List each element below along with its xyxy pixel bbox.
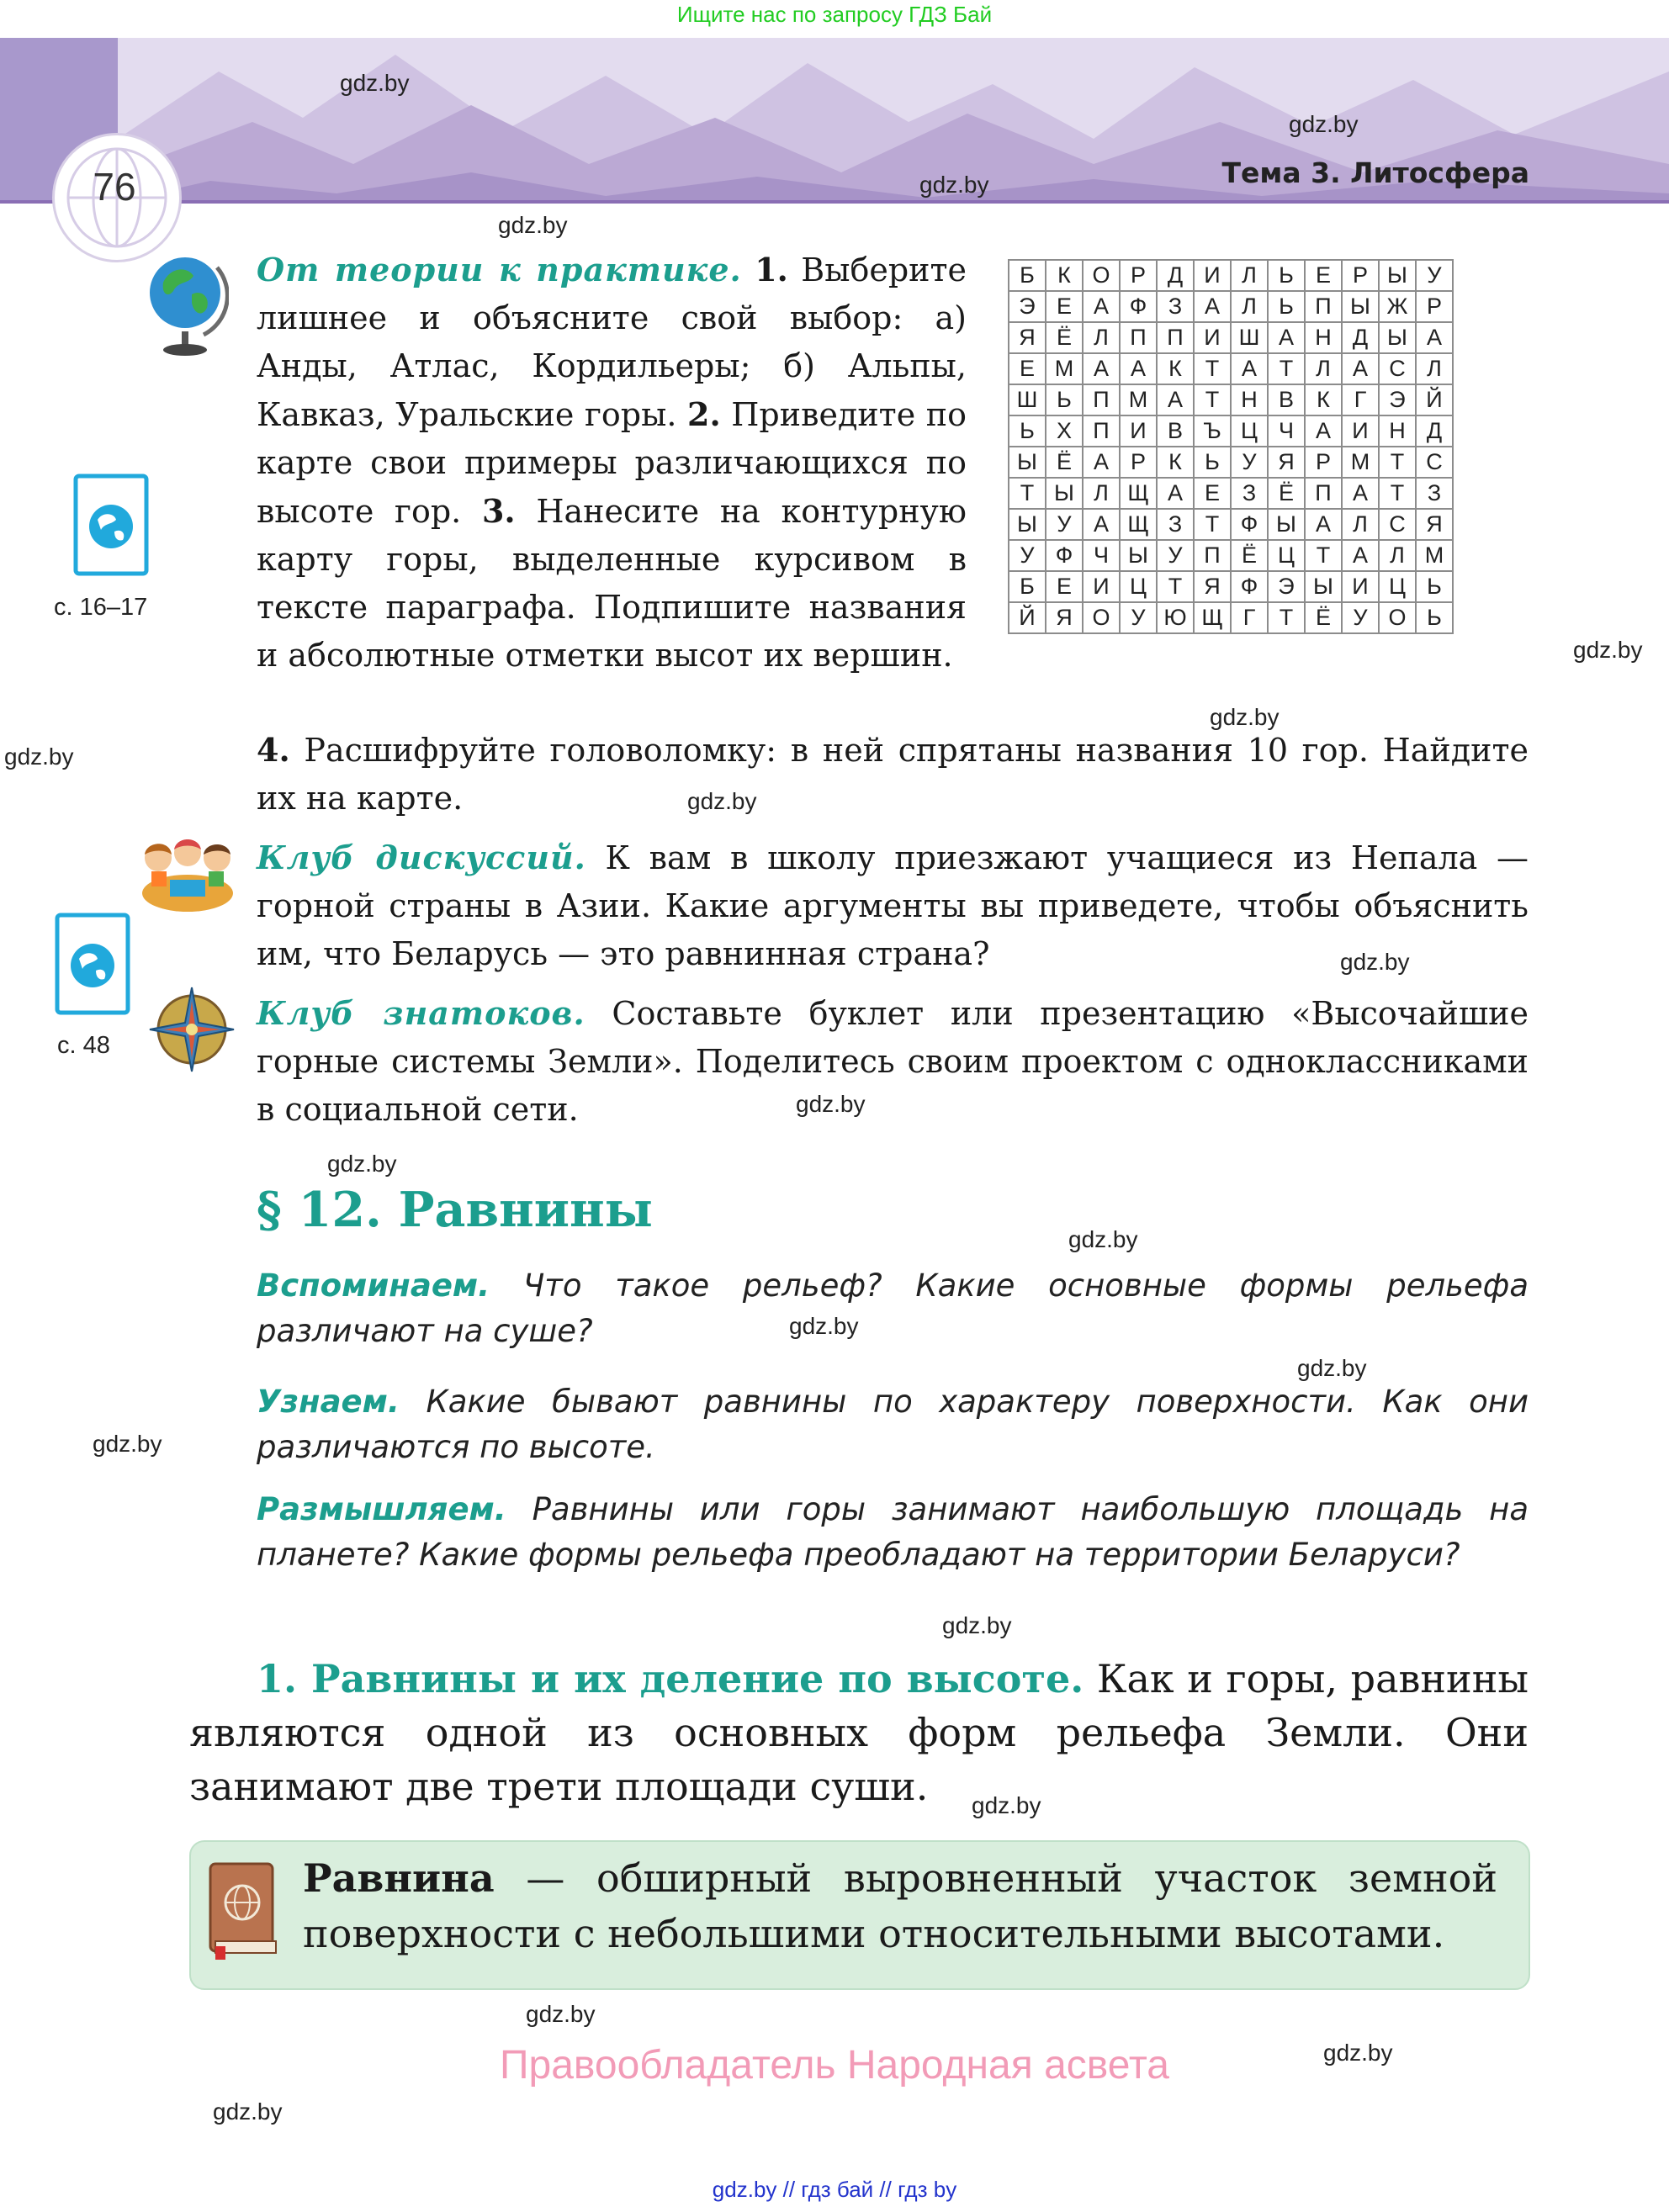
- puzzle-cell: К: [1157, 353, 1194, 384]
- puzzle-cell: Л: [1231, 291, 1268, 322]
- puzzle-cell: Н: [1231, 384, 1268, 415]
- puzzle-cell: Ы: [1120, 540, 1157, 571]
- puzzle-cell: Л: [1416, 353, 1453, 384]
- practice-task-top: От теории к практике. 1. Выберите лишнее и объясните свой выбор: а) Анды, Атлас, Кордильеры; б) Альпы, Кавказ, Уральские горы. 2. Приведите по карте свои примеры различающихся по высоте гор. 3. Нанесите на контурную карту горы, выделенные курсивом в тексте параграфа. Подпишите названия и абсолютные отметки высот их вершин.: [257, 251, 967, 674]
- puzzle-cell: Н: [1379, 415, 1416, 447]
- puzzle-cell: П: [1083, 384, 1120, 415]
- puzzle-cell: Е: [1194, 478, 1231, 509]
- puzzle-cell: Ь: [1194, 447, 1231, 478]
- puzzle-cell: А: [1120, 353, 1157, 384]
- puzzle-cell: А: [1342, 540, 1379, 571]
- puzzle-cell: Ё: [1268, 478, 1305, 509]
- puzzle-cell: Щ: [1120, 478, 1157, 509]
- atlas-book-icon: [54, 912, 131, 1020]
- puzzle-cell: Я: [1194, 571, 1231, 602]
- search-banner[interactable]: Ищите нас по запросу ГДЗ Бай: [676, 2, 993, 27]
- watermark: gdz.by: [498, 212, 568, 238]
- section-1-body: Как и горы, равнины являются одной из основных форм рельефа Земли. Они занимают две трети площади суши.: [189, 1656, 1529, 1809]
- puzzle-cell: Ё: [1046, 322, 1083, 353]
- experts-text: Составьте буклет или презентацию «Высочайшие горные системы Земли». Поделитесь своим проектом с одноклассниками в социальной сети.: [257, 995, 1529, 1128]
- puzzle-cell: Ь: [1416, 571, 1453, 602]
- atlas-reference-1: с. 16–17: [54, 594, 148, 621]
- puzzle-cell: Л: [1083, 322, 1120, 353]
- puzzle-cell: З: [1231, 478, 1268, 509]
- practice-task-text: Расшифруйте головоломку: в ней спрятаны названия 10 гор. Найдите их на карте.: [257, 732, 1529, 817]
- puzzle-cell: И: [1194, 322, 1231, 353]
- puzzle-cell: Ё: [1305, 602, 1342, 633]
- puzzle-cell: И: [1194, 260, 1231, 291]
- puzzle-row: [1009, 571, 1453, 602]
- puzzle-cell: С: [1379, 353, 1416, 384]
- watermark: gdz.by: [93, 1431, 162, 1457]
- puzzle-cell: Н: [1305, 322, 1342, 353]
- puzzle-cell: У: [1416, 260, 1453, 291]
- puzzle-cell: Ш: [1231, 322, 1268, 353]
- puzzle-cell: П: [1083, 415, 1120, 447]
- puzzle-cell: А: [1342, 478, 1379, 509]
- puzzle-cell: М: [1342, 447, 1379, 478]
- learn-label: Узнаем.: [257, 1384, 400, 1420]
- puzzle-cell: Р: [1416, 291, 1453, 322]
- puzzle-cell: Ю: [1157, 602, 1194, 633]
- atlas-book-icon: [72, 473, 150, 581]
- puzzle-cell: Ч: [1083, 540, 1120, 571]
- puzzle-cell: У: [1342, 602, 1379, 633]
- puzzle-cell: З: [1157, 509, 1194, 540]
- practice-task-text: Выберите лишнее и объясните свой выбор: а) Анды, Атлас, Кордильеры; б) Альпы, Кавказ, Уральские горы.: [257, 251, 967, 433]
- watermark: gdz.by: [919, 172, 989, 198]
- puzzle-cell: А: [1305, 509, 1342, 540]
- practice-task-text: Нанесите на контурную карту горы, выделенные курсивом в тексте параграфа. Подпишите названия и абсолютные отметки высот их вершин.: [257, 493, 967, 674]
- puzzle-cell: О: [1379, 602, 1416, 633]
- section-1-heading: 1. Равнины и их деление по высоте.: [257, 1656, 1084, 1701]
- puzzle-cell: И: [1342, 415, 1379, 447]
- practice-task-text: Приведите по карте свои примеры различающихся по высоте гор.: [257, 396, 967, 530]
- puzzle-cell: В: [1268, 384, 1305, 415]
- puzzle-cell: М: [1416, 540, 1453, 571]
- puzzle-cell: Л: [1305, 353, 1342, 384]
- puzzle-cell: Я: [1268, 447, 1305, 478]
- puzzle-cell: Ш: [1009, 384, 1046, 415]
- think-block: [257, 1487, 1529, 1578]
- watermark: gdz.by: [4, 744, 74, 770]
- puzzle-cell: Ё: [1231, 540, 1268, 571]
- watermark: gdz.by: [796, 1091, 866, 1117]
- puzzle-cell: А: [1268, 322, 1305, 353]
- puzzle-cell: О: [1083, 260, 1120, 291]
- puzzle-row: [1009, 602, 1453, 633]
- puzzle-row: [1009, 322, 1453, 353]
- puzzle-row: [1009, 540, 1453, 571]
- puzzle-cell: А: [1305, 415, 1342, 447]
- watermark: gdz.by: [1340, 949, 1410, 975]
- watermark: gdz.by: [972, 1792, 1041, 1818]
- puzzle-cell: Ы: [1046, 478, 1083, 509]
- watermark: gdz.by: [340, 70, 410, 96]
- practice-task-bottom: 4. Расшифруйте головоломку: в ней спрятаны названия 10 гор. Найдите их на карте.: [257, 731, 1529, 817]
- puzzle-cell: И: [1342, 571, 1379, 602]
- puzzle-cell: Т: [1379, 447, 1416, 478]
- puzzle-cell: Ь: [1046, 384, 1083, 415]
- puzzle-cell: Э: [1379, 384, 1416, 415]
- watermark: gdz.by: [1068, 1226, 1138, 1252]
- puzzle-cell: Й: [1416, 384, 1453, 415]
- puzzle-cell: О: [1083, 602, 1120, 633]
- remember-text: Что такое рельеф? Какие основные формы рельефа различают на суше?: [257, 1267, 1529, 1349]
- globe-icon: [145, 251, 229, 363]
- puzzle-cell: К: [1305, 384, 1342, 415]
- puzzle-cell: А: [1416, 322, 1453, 353]
- puzzle-cell: Ы: [1009, 509, 1046, 540]
- puzzle-cell: Т: [1268, 353, 1305, 384]
- puzzle-cell: Л: [1379, 540, 1416, 571]
- puzzle-row: [1009, 260, 1453, 291]
- puzzle-cell: Т: [1194, 384, 1231, 415]
- puzzle-cell: Х: [1046, 415, 1083, 447]
- puzzle-cell: Л: [1231, 260, 1268, 291]
- paragraph-title: § 12. Равнины: [257, 1182, 653, 1238]
- puzzle-cell: Б: [1009, 571, 1046, 602]
- definition-term: Равнина: [303, 1855, 495, 1901]
- puzzle-cell: Р: [1342, 260, 1379, 291]
- think-label: Размышляем.: [257, 1491, 506, 1527]
- puzzle-cell: И: [1120, 415, 1157, 447]
- puzzle-cell: Ъ: [1194, 415, 1231, 447]
- puzzle-cell: Щ: [1194, 602, 1231, 633]
- puzzle-cell: А: [1157, 478, 1194, 509]
- watermark: gdz.by: [687, 788, 757, 814]
- puzzle-cell: С: [1379, 509, 1416, 540]
- puzzle-cell: П: [1305, 478, 1342, 509]
- discussion-heading: Клуб дискуссий.: [257, 839, 586, 876]
- definition-text: [303, 1850, 1497, 1961]
- puzzle-cell: И: [1083, 571, 1120, 602]
- puzzle-cell: Ц: [1268, 540, 1305, 571]
- learn-text: Какие бывают равнины по характеру поверхности. Как они различаются по высоте.: [257, 1384, 1529, 1465]
- puzzle-cell: Ч: [1268, 415, 1305, 447]
- section-1-text: [189, 1652, 1529, 1813]
- discussion-text: К вам в школу приезжают учащиеся из Непала — горной страны в Азии. Какие аргументы вы приведете, чтобы объяснить им, что Беларусь — это равнинная страна?: [257, 839, 1529, 972]
- puzzle-cell: Ф: [1120, 291, 1157, 322]
- puzzle-cell: С: [1416, 447, 1453, 478]
- think-text: Равнины или горы занимают наибольшую площадь на планете? Какие формы рельефа преобладают на территории Беларуси?: [257, 1491, 1529, 1573]
- puzzle-cell: Ы: [1379, 322, 1416, 353]
- puzzle-cell: Р: [1120, 447, 1157, 478]
- puzzle-cell: У: [1046, 509, 1083, 540]
- puzzle-cell: Д: [1416, 415, 1453, 447]
- puzzle-cell: Щ: [1120, 509, 1157, 540]
- children-reading-icon: [140, 833, 236, 920]
- puzzle-cell: Ж: [1379, 291, 1416, 322]
- puzzle-cell: Д: [1157, 260, 1194, 291]
- remember-block: [257, 1263, 1529, 1354]
- copyright-owner: Правообладатель Народная асвета: [500, 2043, 1169, 2088]
- experts-heading: Клуб знатоков.: [257, 994, 585, 1032]
- puzzle-cell: Ё: [1046, 447, 1083, 478]
- puzzle-cell: Ф: [1046, 540, 1083, 571]
- puzzle-cell: П: [1305, 291, 1342, 322]
- watermark: gdz.by: [1323, 2040, 1393, 2066]
- experts-club-block: [257, 989, 1529, 1134]
- page-number: 76: [93, 165, 136, 209]
- watermark: gdz.by: [1573, 637, 1643, 663]
- watermark: gdz.by: [789, 1313, 859, 1339]
- puzzle-cell: Е: [1046, 571, 1083, 602]
- puzzle-cell: Й: [1009, 602, 1046, 633]
- puzzle-cell: Б: [1009, 260, 1046, 291]
- puzzle-row: [1009, 291, 1453, 322]
- puzzle-cell: Я: [1009, 322, 1046, 353]
- puzzle-cell: Г: [1231, 602, 1268, 633]
- puzzle-cell: Э: [1009, 291, 1046, 322]
- puzzle-cell: Е: [1046, 291, 1083, 322]
- puzzle-cell: Е: [1305, 260, 1342, 291]
- puzzle-row: [1009, 509, 1453, 540]
- puzzle-cell: Т: [1157, 571, 1194, 602]
- puzzle-cell: К: [1157, 447, 1194, 478]
- watermark: gdz.by: [1297, 1355, 1367, 1381]
- footer-links[interactable]: gdz.by // гдз бай // гдз by: [712, 2177, 957, 2202]
- puzzle-cell: М: [1046, 353, 1083, 384]
- puzzle-cell: Ц: [1120, 571, 1157, 602]
- puzzle-cell: Ы: [1379, 260, 1416, 291]
- puzzle-cell: Ь: [1009, 415, 1046, 447]
- puzzle-row: [1009, 447, 1453, 478]
- puzzle-cell: Я: [1416, 509, 1453, 540]
- puzzle-cell: У: [1009, 540, 1046, 571]
- watermark: gdz.by: [1289, 111, 1359, 137]
- puzzle-cell: А: [1342, 353, 1379, 384]
- puzzle-cell: Л: [1083, 478, 1120, 509]
- puzzle-cell: Е: [1009, 353, 1046, 384]
- watermark: gdz.by: [942, 1612, 1012, 1638]
- puzzle-cell: Т: [1305, 540, 1342, 571]
- puzzle-cell: А: [1194, 291, 1231, 322]
- puzzle-cell: Я: [1046, 602, 1083, 633]
- learn-block: [257, 1379, 1529, 1470]
- puzzle-cell: П: [1120, 322, 1157, 353]
- topic-title: Тема 3. Литосфера: [1221, 156, 1529, 189]
- practice-heading: От теории к практике.: [257, 251, 742, 288]
- puzzle-cell: Э: [1268, 571, 1305, 602]
- puzzle-cell: Ь: [1416, 602, 1453, 633]
- watermark: gdz.by: [213, 2098, 283, 2125]
- puzzle-cell: Ы: [1342, 291, 1379, 322]
- puzzle-cell: З: [1416, 478, 1453, 509]
- puzzle-cell: Д: [1342, 322, 1379, 353]
- puzzle-cell: Г: [1342, 384, 1379, 415]
- remember-label: Вспоминаем.: [257, 1267, 490, 1304]
- puzzle-cell: Т: [1009, 478, 1046, 509]
- puzzle-cell: Ы: [1009, 447, 1046, 478]
- header-divider: [0, 200, 1669, 204]
- puzzle-cell: П: [1157, 322, 1194, 353]
- puzzle-cell: Р: [1305, 447, 1342, 478]
- puzzle-cell: З: [1157, 291, 1194, 322]
- puzzle-cell: Ц: [1231, 415, 1268, 447]
- puzzle-row: [1009, 478, 1453, 509]
- watermark: gdz.by: [327, 1151, 397, 1177]
- puzzle-cell: А: [1231, 353, 1268, 384]
- puzzle-row: [1009, 353, 1453, 384]
- compass-rose-icon: [148, 986, 236, 1077]
- discussion-club-block: [257, 833, 1529, 978]
- puzzle-cell: Ф: [1231, 509, 1268, 540]
- puzzle-cell: М: [1120, 384, 1157, 415]
- puzzle-cell: А: [1083, 353, 1120, 384]
- word-puzzle-grid: [1008, 259, 1454, 634]
- definition-body: — обширный выровненный участок земной поверхности с небольшими относительными высотами.: [303, 1855, 1497, 1956]
- puzzle-cell: Т: [1268, 602, 1305, 633]
- puzzle-cell: У: [1120, 602, 1157, 633]
- puzzle-cell: У: [1231, 447, 1268, 478]
- puzzle-cell: Р: [1120, 260, 1157, 291]
- puzzle-cell: Ь: [1268, 260, 1305, 291]
- puzzle-cell: П: [1194, 540, 1231, 571]
- puzzle-cell: У: [1157, 540, 1194, 571]
- puzzle-cell: А: [1083, 509, 1120, 540]
- puzzle-cell: Ц: [1379, 571, 1416, 602]
- book-globe-icon: [205, 1860, 281, 1965]
- puzzle-cell: Т: [1194, 509, 1231, 540]
- puzzle-row: [1009, 415, 1453, 447]
- puzzle-cell: Л: [1342, 509, 1379, 540]
- puzzle-cell: Т: [1194, 353, 1231, 384]
- puzzle-row: [1009, 384, 1453, 415]
- puzzle-cell: А: [1083, 447, 1120, 478]
- puzzle-cell: К: [1046, 260, 1083, 291]
- atlas-reference-2: с. 48: [57, 1032, 110, 1059]
- puzzle-cell: В: [1157, 415, 1194, 447]
- puzzle-cell: Ф: [1231, 571, 1268, 602]
- watermark: gdz.by: [526, 2001, 596, 2027]
- puzzle-cell: Ы: [1268, 509, 1305, 540]
- watermark: gdz.by: [1210, 704, 1280, 730]
- puzzle-cell: Т: [1379, 478, 1416, 509]
- puzzle-cell: А: [1157, 384, 1194, 415]
- puzzle-cell: Ы: [1305, 571, 1342, 602]
- puzzle-cell: А: [1083, 291, 1120, 322]
- puzzle-cell: Ь: [1268, 291, 1305, 322]
